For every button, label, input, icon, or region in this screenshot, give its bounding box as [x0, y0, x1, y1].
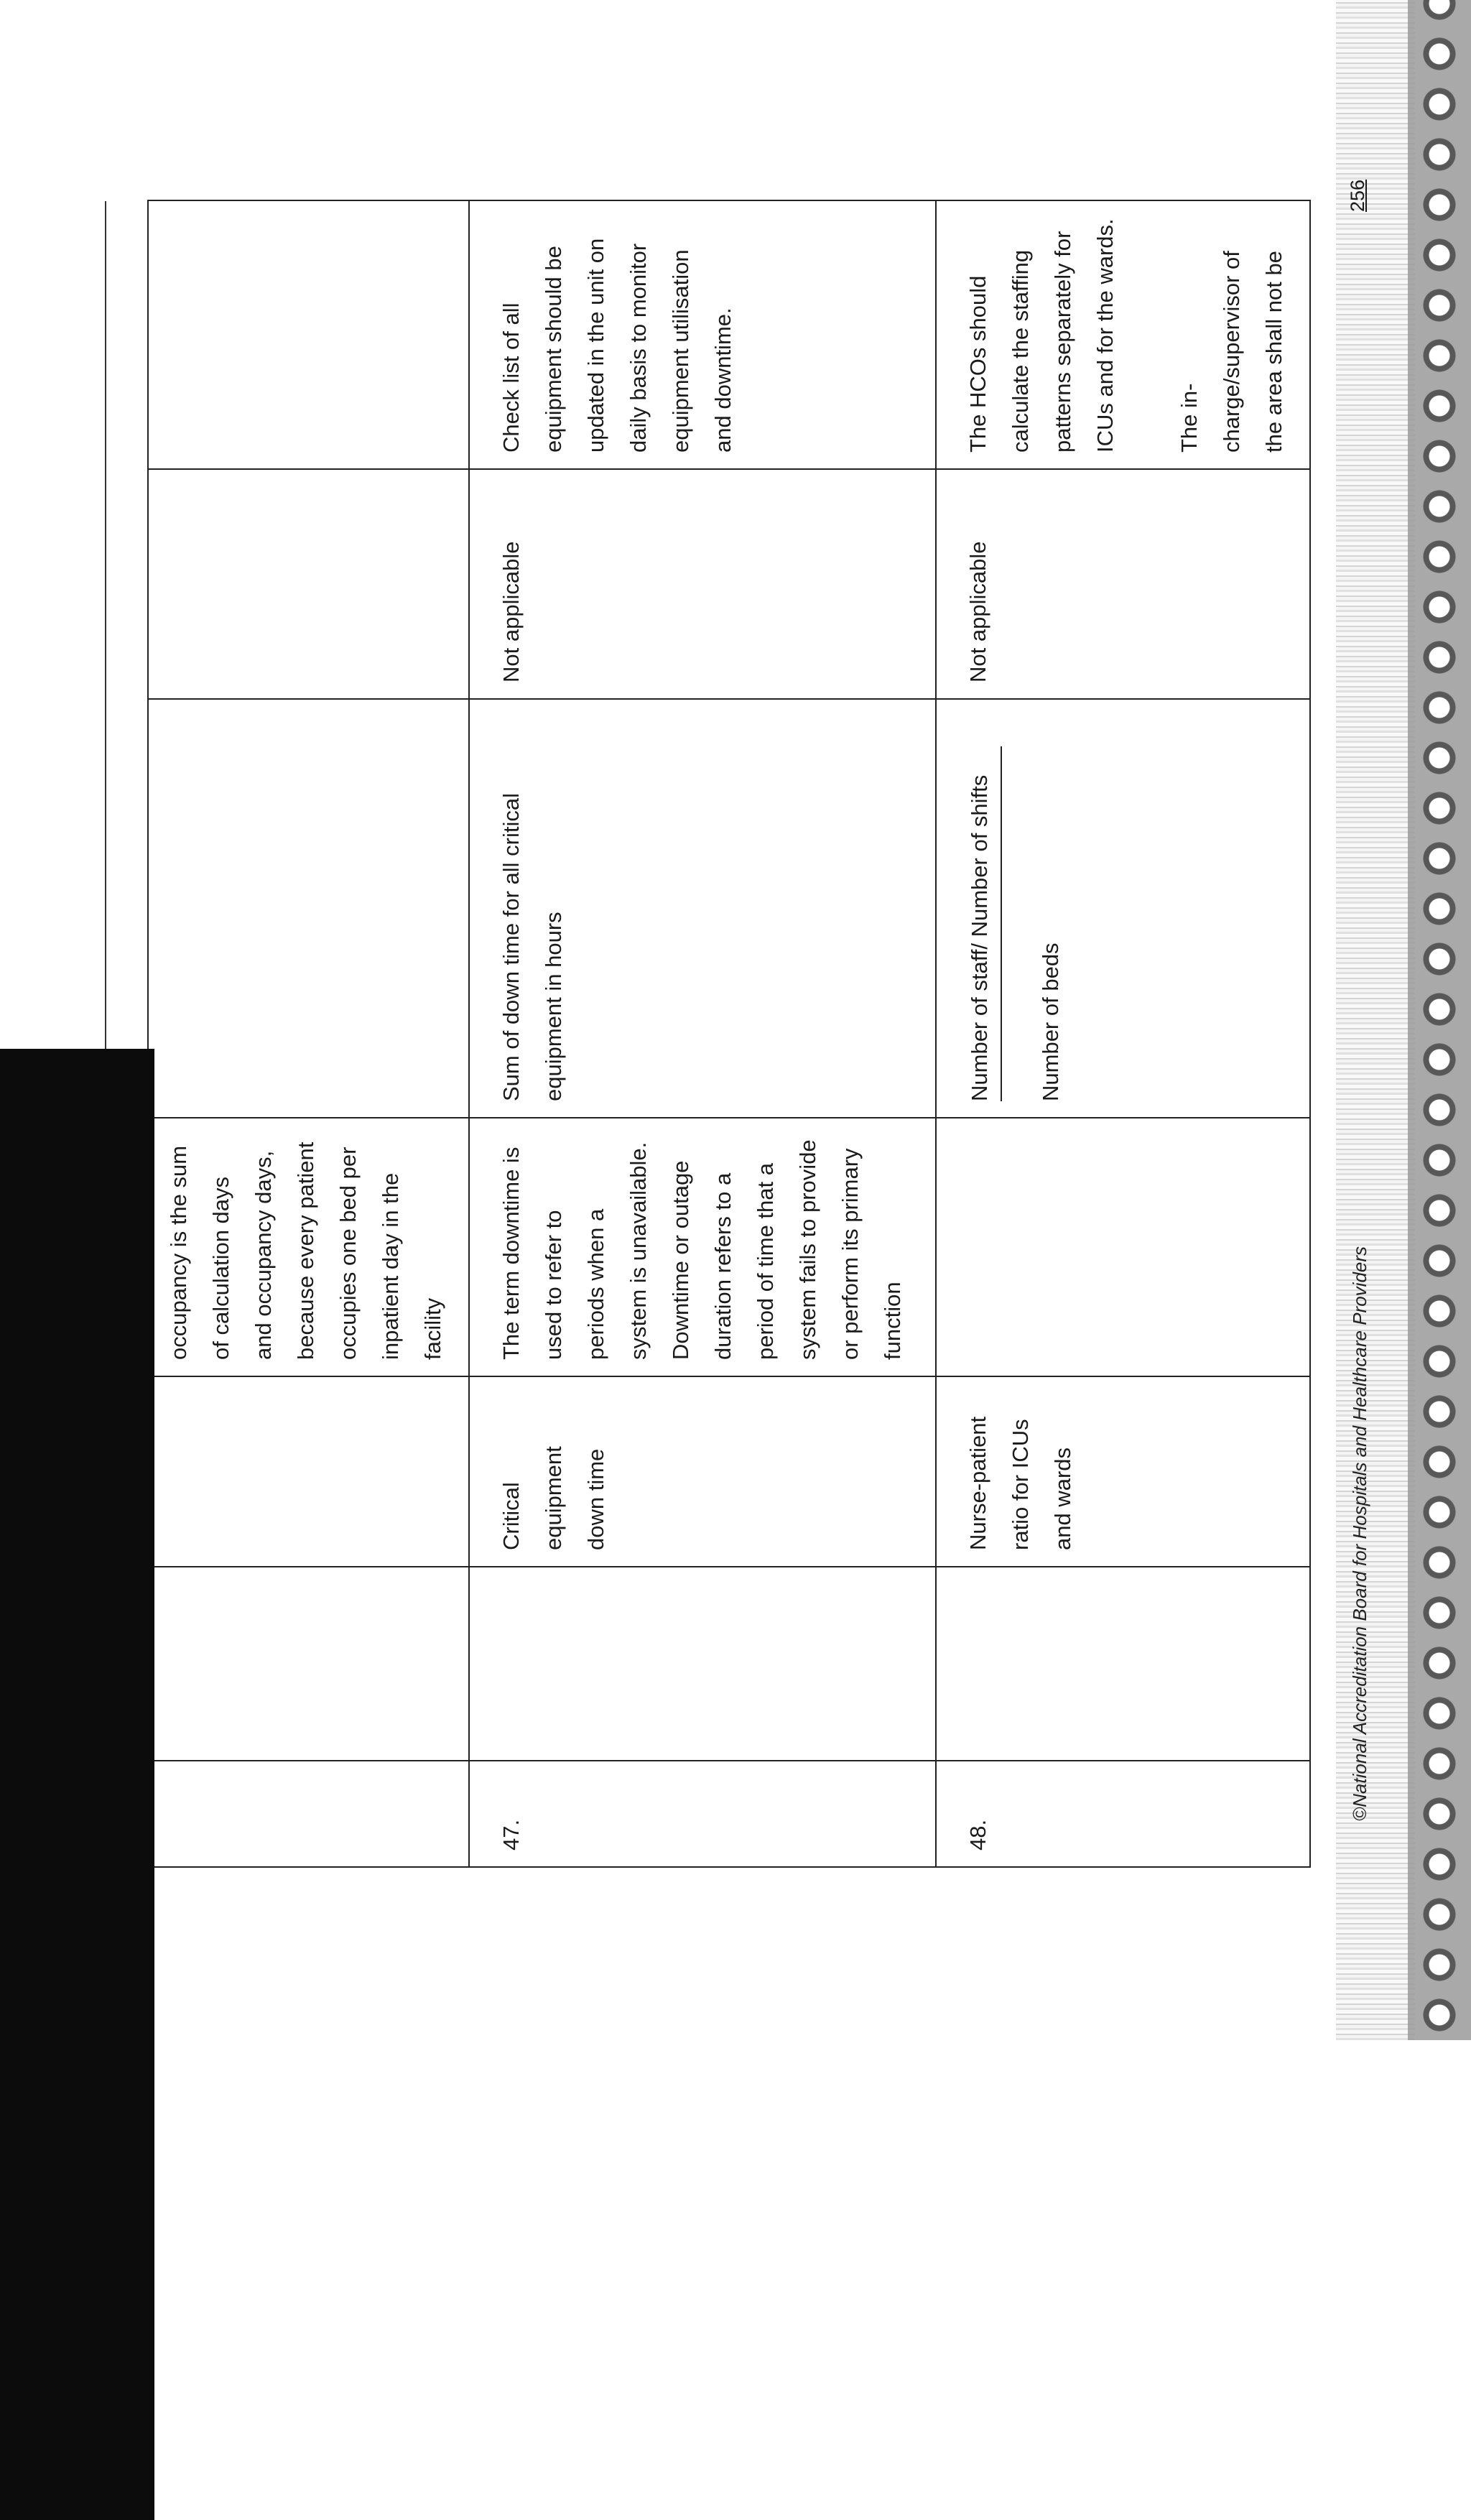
- indicator-cell: Nurse-patient ratio for ICUs and wards: [936, 1376, 1310, 1567]
- cell-blank: [148, 1567, 469, 1761]
- page-footer: ©National Accreditation Board for Hospitals and Healthcare Providers: [1349, 1246, 1370, 1821]
- row-number-cell: [148, 1761, 469, 1867]
- row-number-cell: 47.: [469, 1761, 936, 1867]
- cell-blank: [936, 1567, 1310, 1761]
- table-row: [936, 200, 1310, 1867]
- remarks-paragraph-1: The HCOs should calculate the staffing patterns separately for ICUs and for the wards.: [965, 218, 1118, 453]
- table-row: [469, 200, 936, 1867]
- binding-rings: [1408, 0, 1471, 2040]
- page-number: 256: [1347, 179, 1368, 212]
- remarks-paragraph-2: The in-charge/supervisor of the area shall not be: [1177, 251, 1286, 453]
- cell-blank: [469, 1567, 936, 1761]
- row-number-cell: 48.: [936, 1761, 1310, 1867]
- definition-cell: occupancy is the sum of calculation days and occupancy days, because every patient occupies one bed per inpatient day in the facility: [148, 1118, 469, 1376]
- benchmark-cell: Not applicable: [469, 469, 936, 699]
- table-row: [148, 200, 469, 1867]
- definition-cell: [936, 1118, 1310, 1376]
- benchmark-cell: [148, 469, 469, 699]
- benchmark-cell: Not applicable: [936, 469, 1310, 699]
- formula-cell: [936, 699, 1310, 1118]
- formula-cell: [148, 699, 469, 1118]
- remarks-cell: [936, 200, 1310, 469]
- indicator-cell: Critical equipment down time: [469, 1376, 936, 1567]
- formula-cell: Sum of down time for all critical equipment in hours: [469, 699, 936, 1118]
- fraction-numerator: Number of staff/ Number of shifts: [958, 746, 1002, 1101]
- definition-cell: The term downtime is used to refer to periods when a system is unavailable. Downtime or outage duration refers to a period of time that a system fails to provide or perform its primary function: [469, 1118, 936, 1376]
- staffing-fraction: [957, 746, 1072, 1101]
- remarks-cell: [148, 200, 469, 469]
- scan-binding-noise: [1336, 0, 1415, 2040]
- indicator-cell: [148, 1376, 469, 1567]
- scan-dark-edge: [0, 1049, 154, 2520]
- quality-indicator-matrix: [147, 200, 1311, 1868]
- remarks-cell: Check list of all equipment should be updated in the unit on daily basis to monitor equipment utilisation and downtime.: [469, 200, 936, 469]
- fraction-denominator: Number of beds: [1038, 942, 1063, 1101]
